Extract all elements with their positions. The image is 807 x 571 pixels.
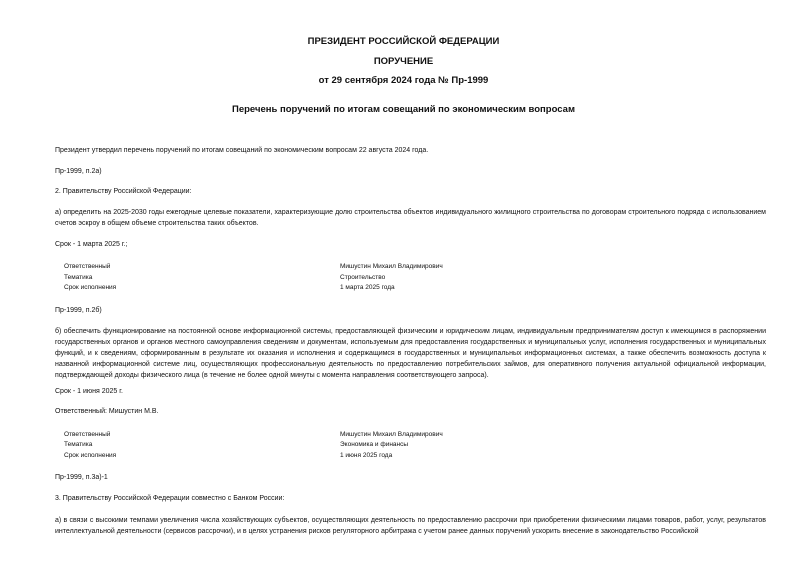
item-2b-text: б) обеспечить функционирование на постоянной основе информационной системы, предоставляющей физическим и юридическим лицам, индивидуальным предпринимателям доступ к имеющимся в распоряжении государственных органов и органов местного самоуправления сведениям и документам, используемым для предоставления государственных и муниципальных услуг, исполнения государственных и муниципальных функций, и к сведениям, сформированным в результате их оказания и исполнения и содержащимся в государственных и муниципальных информационных системах, а также обеспечить возможность доступа к названной информационной системе лиц, осуществляющих профессиональную деятельность по предоставлению потребительских займов, для оперативного получения актуальной официальной информации, подтверждающей доходы физического лица (в течение не более одной минуты с момента направления соответствующего запроса). bbox=[55, 328, 766, 379]
table1-value-topic: Строительство bbox=[340, 274, 386, 281]
document-type: ПОРУЧЕНИЕ bbox=[373, 56, 434, 67]
table2-value-responsible: Мишустин Михаил Владимирович bbox=[340, 431, 443, 438]
section-3-heading: 3. Правительству Российской Федерации совместно с Банком России: bbox=[55, 495, 285, 502]
table1-value-deadline: 1 марта 2025 года bbox=[340, 284, 395, 291]
document-date-number: от 29 сентября 2024 года № Пр-1999 bbox=[318, 75, 489, 86]
issuer-heading: ПРЕЗИДЕНТ РОССИЙСКОЙ ФЕДЕРАЦИИ bbox=[307, 36, 500, 47]
item-3a-text: а) в связи с высокими темпами увеличения числа хозяйствующих субъектов, осуществляющих деятельность по предоставлению рассрочки при приобретении физическими лицами товаров, работ, услуг, результатов интеллектуальной деятельности (сервисов рассрочки), и в целях устранения рисков регуляторного арбитража с учетом ранее данных поручений ускорить внесение в законодательство Российской bbox=[55, 517, 766, 535]
table2-value-topic: Экономика и финансы bbox=[340, 441, 409, 448]
deadline-2a: Срок - 1 марта 2025 г.; bbox=[55, 241, 128, 248]
table1-label-deadline: Срок исполнения bbox=[64, 284, 117, 291]
table2-label-deadline: Срок исполнения bbox=[64, 452, 117, 459]
reference-2a: Пр-1999, п.2а) bbox=[55, 168, 102, 175]
reference-3a: Пр-1999, п.3а)-1 bbox=[55, 474, 108, 481]
table1-label-responsible: Ответственный bbox=[64, 263, 111, 270]
table1-value-responsible: Мишустин Михаил Владимирович bbox=[340, 263, 443, 270]
table2-label-responsible: Ответственный bbox=[64, 431, 111, 438]
table2-value-deadline: 1 июня 2025 года bbox=[340, 452, 393, 459]
table1-label-topic: Тематика bbox=[64, 274, 93, 281]
table2-label-topic: Тематика bbox=[64, 441, 93, 448]
responsible-2b: Ответственный: Мишустин М.В. bbox=[55, 408, 159, 415]
item-2a-text: а) определить на 2025-2030 годы ежегодные целевые показатели, характеризующие долю строительства объектов индивидуального жилищного строительства по договорам строительного подряда с использованием счетов эскроу в общем объеме строительства таких объектов. bbox=[55, 209, 766, 227]
intro-paragraph: Президент утвердил перечень поручений по итогам совещаний по экономическим вопросам 22 августа 2024 года. bbox=[55, 147, 429, 154]
section-2-heading: 2. Правительству Российской Федерации: bbox=[55, 188, 192, 195]
deadline-2b: Срок - 1 июня 2025 г. bbox=[55, 388, 123, 395]
reference-2b: Пр-1999, п.2б) bbox=[55, 307, 102, 314]
document-title: Перечень поручений по итогам совещаний по экономическим вопросам bbox=[232, 104, 575, 115]
